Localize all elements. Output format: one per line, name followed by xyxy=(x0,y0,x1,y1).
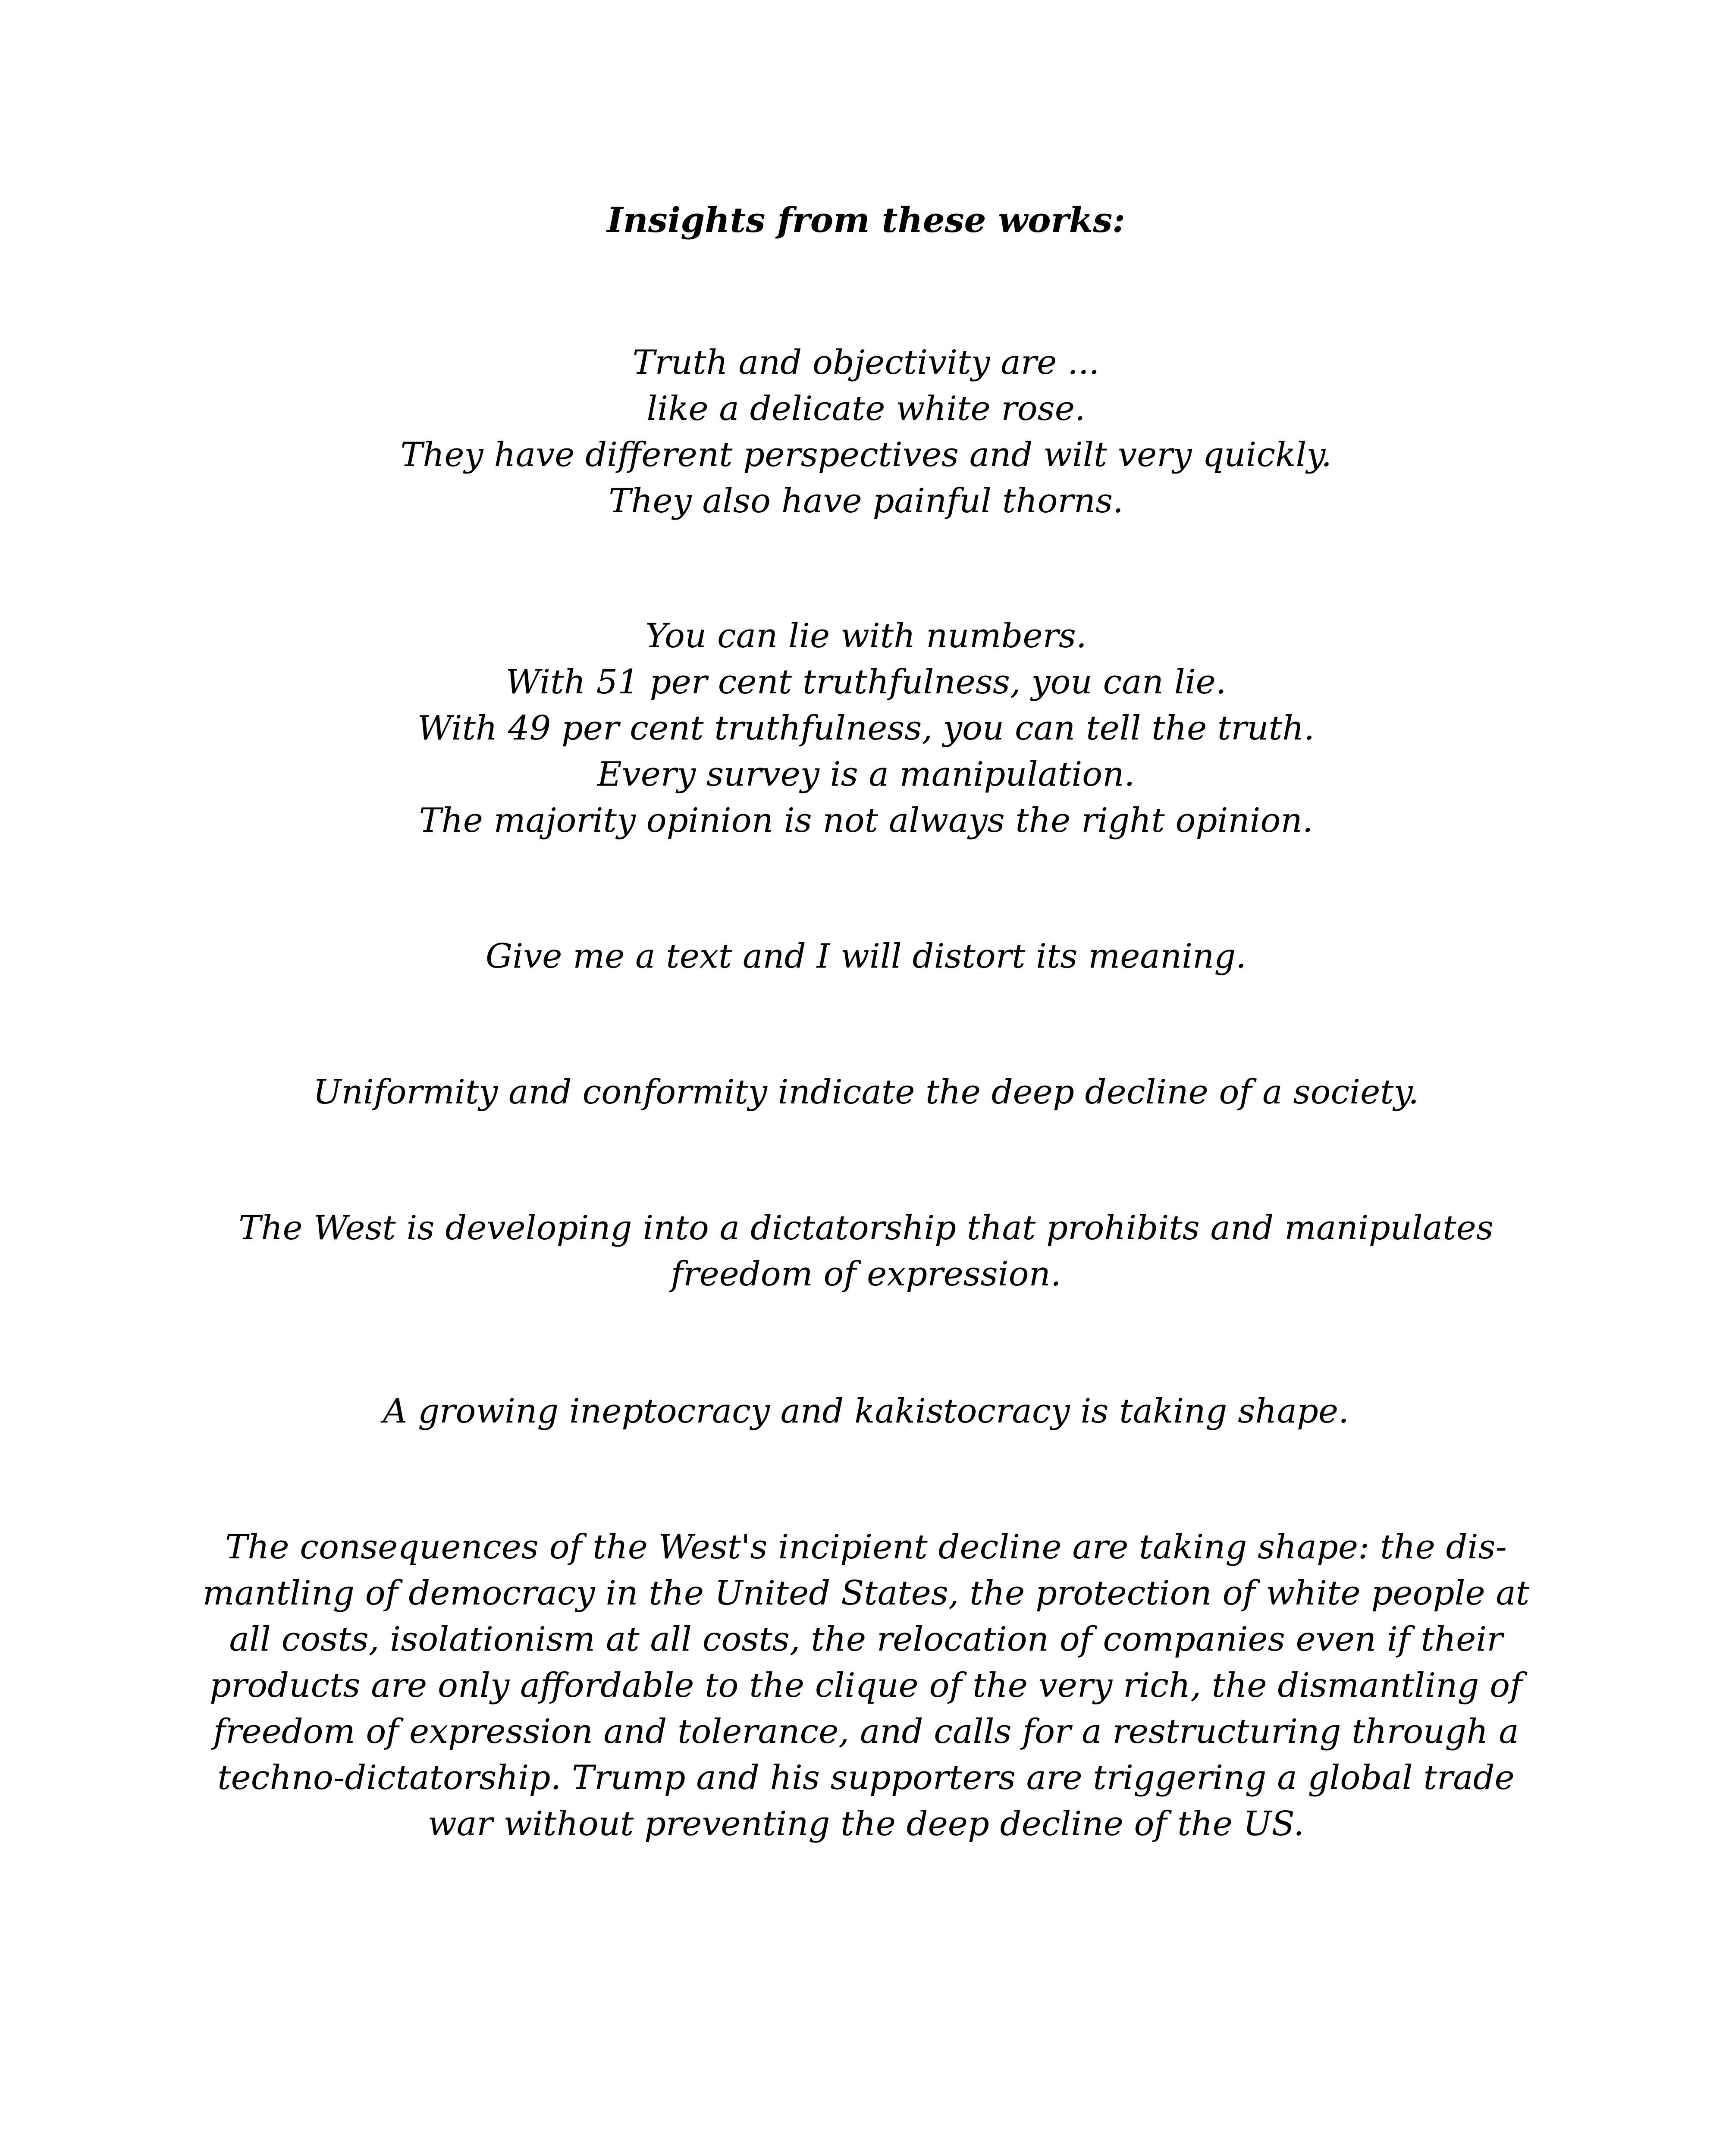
stanza-numbers xyxy=(0,613,1732,844)
stanza-line: They also have painful thorns. xyxy=(609,482,1123,520)
stanza-line: With 49 per cent truthfulness, you can tell the truth. xyxy=(417,709,1315,748)
stanza-line: With 51 per cent truthfulness, you can lie. xyxy=(505,663,1227,702)
stanza-line: The consequences of the West's incipient decline are taking shape: the dis- xyxy=(225,1528,1507,1567)
stanza-line: mantling of democracy in the United States, the protection of white people at xyxy=(202,1574,1530,1613)
stanza-west-dictatorship xyxy=(0,1205,1732,1297)
stanza-line: A growing ineptocracy and kakistocracy is taking shape. xyxy=(383,1392,1349,1431)
stanza-line: products are only affordable to the clique of the very rich, the dismantling of xyxy=(210,1666,1522,1705)
stanza-line: The West is developing into a dictatorship that prohibits and manipulates xyxy=(238,1209,1494,1247)
stanza-line: Every survey is a manipulation. xyxy=(597,755,1135,794)
stanza-line: freedom of expression. xyxy=(671,1255,1061,1294)
stanza-line: all costs, isolationism at all costs, the relocation of companies even if their xyxy=(229,1620,1503,1659)
stanza-line: Give me a text and I will distort its meaning. xyxy=(485,937,1247,976)
stanza-uniformity xyxy=(0,1069,1732,1116)
stanza-line: You can lie with numbers. xyxy=(645,617,1087,655)
stanza-line: Truth and objectivity are ... xyxy=(632,343,1100,382)
stanza-line: freedom of expression and tolerance, and calls for a restructuring through a xyxy=(213,1712,1519,1751)
stanza-line: Uniformity and conformity indicate the deep decline of a society. xyxy=(313,1073,1419,1112)
stanza-line: techno-dictatorship. Trump and his supporters are triggering a global trade xyxy=(217,1758,1515,1797)
stanza-line: They have different perspectives and wilt very quickly. xyxy=(400,436,1332,474)
stanza-text-meaning xyxy=(0,934,1732,980)
stanza-line: The majority opinion is not always the right opinion. xyxy=(419,801,1313,840)
stanza-line: like a delicate white rose. xyxy=(646,389,1086,428)
stanza-consequences xyxy=(0,1524,1732,1847)
page-title: Insights from these works: xyxy=(607,200,1125,240)
stanza-line: war without preventing the deep decline of the US. xyxy=(428,1805,1304,1843)
stanza-ineptocracy xyxy=(0,1388,1732,1435)
stanza-truth-rose xyxy=(0,340,1732,524)
